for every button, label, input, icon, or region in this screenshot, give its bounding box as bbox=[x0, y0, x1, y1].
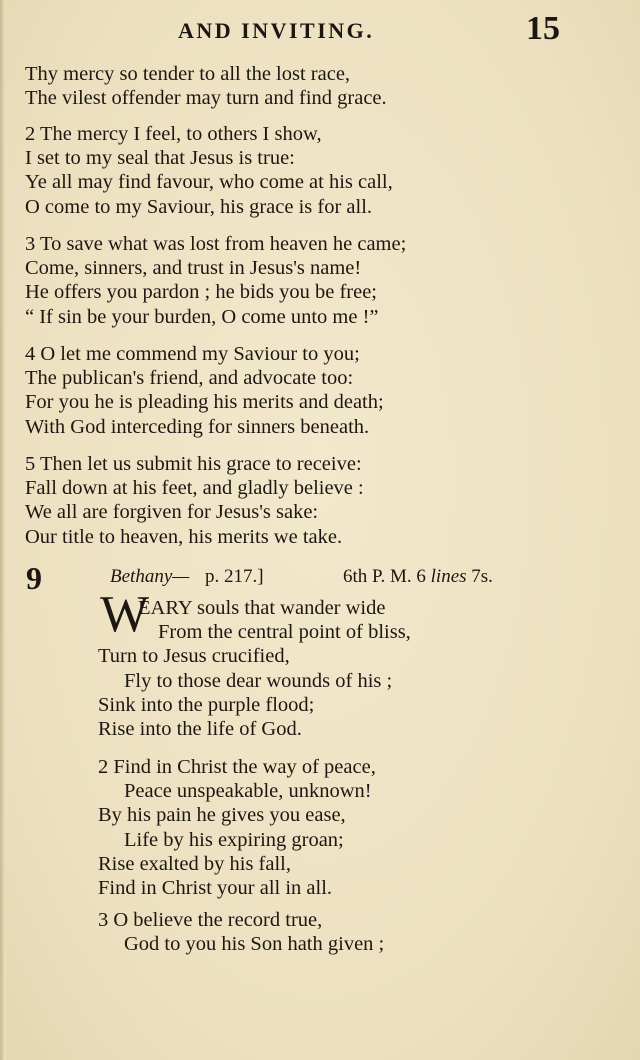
running-head: AND INVITING. bbox=[178, 18, 375, 43]
verse-line: Rise exalted by his fall, bbox=[98, 852, 291, 875]
verse-line: We all are forgiven for Jesus's sake: bbox=[25, 501, 319, 524]
verse-line: The vilest offender may turn and find grace. bbox=[25, 87, 387, 110]
page-spine-shadow bbox=[0, 0, 6, 1060]
verse-line: He offers you pardon ; he bids you be free; bbox=[25, 281, 378, 304]
hymn-stanza-2 bbox=[98, 755, 618, 900]
hymn-stanza-1 bbox=[98, 596, 618, 741]
verse-line: Our title to heaven, his merits we take. bbox=[25, 525, 343, 548]
meter-lines: lines bbox=[430, 566, 467, 587]
verse-line: The publican's friend, and advocate too: bbox=[25, 367, 354, 390]
verse-line: 3 O believe the record true, bbox=[98, 909, 323, 931]
verse-line: 2 Find in Christ the way of peace, bbox=[98, 756, 376, 778]
verse-line: 4 O let me commend my Saviour to you; bbox=[25, 343, 360, 365]
hymn-number: 9 bbox=[26, 560, 42, 596]
verse-line: Turn to Jesus crucified, bbox=[98, 645, 290, 668]
meter bbox=[343, 566, 493, 588]
verse-line: 3 To save what was lost from heaven he came; bbox=[25, 233, 407, 255]
verse-line: By his pain he gives you ease, bbox=[98, 804, 346, 827]
verse-line: O come to my Saviour, his grace is for all. bbox=[25, 195, 373, 218]
page-number: 15 bbox=[526, 10, 560, 47]
stanza-continued bbox=[25, 62, 625, 110]
verse-line: God to you his Son hath given ; bbox=[124, 933, 385, 956]
verse-line: 5 Then let us submit his grace to receive: bbox=[25, 453, 362, 475]
hymn-stanza-3 bbox=[98, 908, 618, 956]
verse-line: 2 The mercy I feel, to others I show, bbox=[25, 123, 322, 145]
meter-price: 7s. bbox=[471, 566, 493, 587]
verse-line: Life by his expiring groan; bbox=[124, 828, 344, 851]
verse-line: Sink into the purple flood; bbox=[98, 693, 315, 716]
verse-line: I set to my seal that Jesus is true: bbox=[25, 147, 295, 170]
stanza-4 bbox=[25, 342, 625, 439]
verse-line: Ye all may find favour, who come at his call, bbox=[25, 171, 393, 194]
verse-line: Thy mercy so tender to all the lost race, bbox=[25, 63, 351, 85]
drop-cap: W bbox=[100, 586, 150, 643]
meter-text: 6th P. M. 6 bbox=[343, 566, 426, 587]
tune-reference: p. 217.] bbox=[205, 566, 264, 587]
verse-line: Rise into the life of God. bbox=[98, 718, 302, 741]
stanza-3 bbox=[25, 232, 625, 329]
verse-line: With God interceding for sinners beneath. bbox=[25, 415, 370, 438]
stanza-2 bbox=[25, 122, 625, 219]
verse-line: Peace unspeakable, unknown! bbox=[124, 780, 372, 803]
verse-line: “ If sin be your burden, O come unto me !” bbox=[25, 305, 379, 328]
verse-line: Fall down at his feet, and gladly believe : bbox=[25, 477, 364, 500]
verse-line: EARY souls that wander wide bbox=[138, 597, 386, 619]
verse-line: Fly to those dear wounds of his ; bbox=[124, 669, 393, 692]
verse-line: Find in Christ your all in all. bbox=[98, 877, 333, 900]
verse-line: Come, sinners, and trust in Jesus's name! bbox=[25, 257, 362, 280]
verse-line: For you he is pleading his merits and death; bbox=[25, 391, 384, 414]
tune-name: Bethany— bbox=[110, 566, 190, 587]
stanza-5 bbox=[25, 452, 625, 549]
verse-line: From the central point of bliss, bbox=[158, 621, 411, 644]
